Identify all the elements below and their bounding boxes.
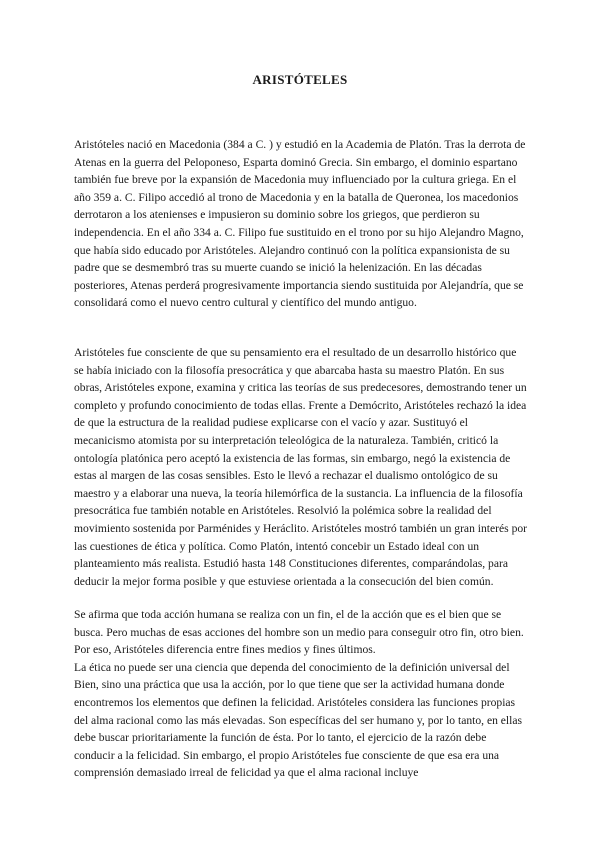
paragraph-ethics: [74, 606, 528, 782]
page-title: ARISTÓTELES: [252, 72, 348, 87]
paragraph-text: Se afirma que toda acción humana se realiza con un fin, el de la acción que es el bien que se busca. Pero muchas de esas acciones del hombre son un medio para conseguir otro fin, otro bien. Por eso, Aristóteles diferencia entre fines medios y fines últimos.: [74, 608, 524, 657]
paragraph-text: Aristóteles fue consciente de que su pensamiento era el resultado de un desarrollo histórico que se había iniciado con la filosofía presocrática y que abarcaba hasta su maestro Platón. En sus obras, Aristóteles expone, examina y critica las teorías de sus predecesores, demostrando tener un completo y profundo conocimiento de todas ellas. Frente a Demócrito, Aristóteles rechazó la idea de que la estructura de la realidad pudiese explicarse con el vacío y azar. Sustituyó el mecanicismo atomista por su interpretación teleológica de la naturaleza. También, criticó la ontología platónica pero aceptó la existencia de las formas, sin embargo, negó la existencia de estas al margen de las cosas sensibles. Esto le llevó a rechazar el dualismo ontológico de su maestro y a elaborar una nueva, la teoría hilemórfica de la sustancia. La influencia de la filosofía presocrática fue también notable en Aristóteles. Resolvió la polémica sobre la realidad del movimiento sostenida por Parménides y Heráclito. Aristóteles mostró también un gran interés por las cuestiones de ética y política. Como Platón, intentó concebir un Estado ideal con un planteamiento más realista. Estudió hasta 148 Constituciones diferentes, comparándolas, para deducir la mejor forma posible y que estuviese orientada a la consecución del bien común.: [74, 346, 528, 588]
paragraph-history: [74, 136, 528, 312]
paragraph-text: Aristóteles nació en Macedonia (384 a C. ) y estudió en la Academia de Platón. Tras la derrota de Atenas en la guerra del Peloponeso, Esparta dominó Grecia. Sin embargo, el dominio espartano también fue breve por la expansión de Macedonia muy influenciado por la cultura griega. En el año 359 a. C. Filipo accedió al trono de Macedonia y en la batalla de Queronea, los macedonios derrotaron a los atenienses e impusieron su dominio sobre los griegos, que perdieron su independencia. En el año 334 a. C. Filipo fue sustituido en el trono por su hijo Alejandro Magno, que había sido educado por Aristóteles. Alejandro continuó con la política expansionista de su padre que se desmembró tras su muerte cuando se inició la helenización. En las décadas posteriores, Atenas perderá progresivamente importancia siendo sustituida por Alejandría, que se consolidará como el nuevo centro cultural y científico del mundo antiguo.: [74, 138, 526, 310]
paragraph-philosophy: [74, 344, 528, 590]
paragraph-text: La ética no puede ser una ciencia que dependa del conocimiento de la definición universal del Bien, sino una práctica que usa la acción, por lo que tiene que ser la actividad humana donde encontremos los elementos que definen la felicidad. Aristóteles considera las funciones propias del alma racional como las más elevadas. Son específicas del ser humano y, por lo tanto, en ellas debe buscar prioritariamente la función de ésta. Por lo tanto, el ejercicio de la razón debe conducir a la felicidad. Sin embargo, el propio Aristóteles fue consciente de que esa era una comprensión demasiado irreal de felicidad ya que el alma racional incluye: [74, 660, 523, 780]
